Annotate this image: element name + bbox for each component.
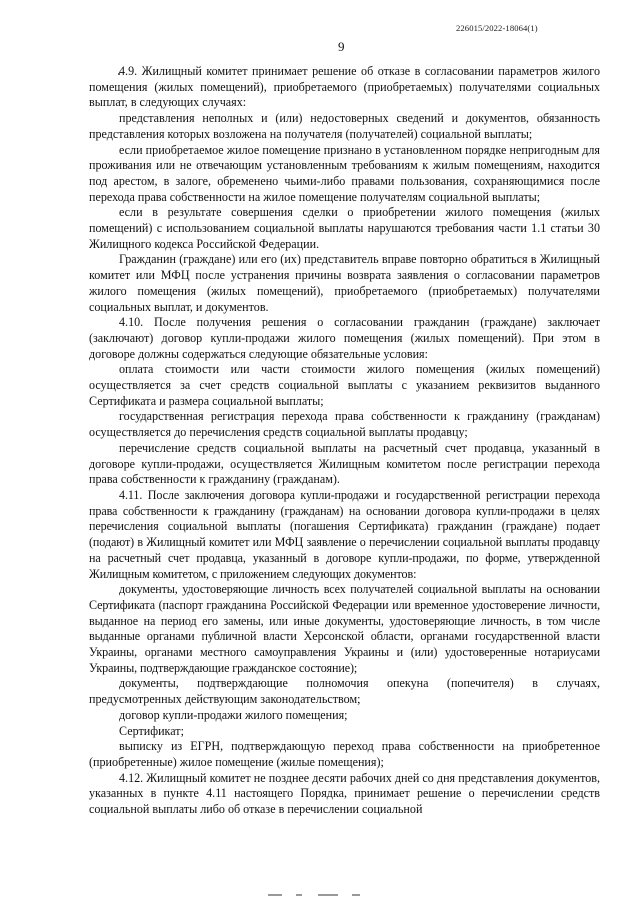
paragraph-4-9-case-3: если в результате совершения сделки о приобретении жилого помещения (жилых помещений) с использованием социальной выплаты нарушаются требования части 1.1 статьи 30 Жилищного кодекса Российской Федерации. xyxy=(89,205,600,251)
document-body xyxy=(89,64,600,818)
paragraph-4-10-term-2: государственная регистрация перехода права собственности к гражданину (гражданам) осуществляется до перечисления средств социальной выплаты продавцу; xyxy=(89,409,600,440)
scan-artifact xyxy=(318,894,338,896)
scan-artifact xyxy=(268,894,282,896)
paragraph-4-9: 4.9. Жилищный комитет принимает решение об отказе в согласовании параметров жилого помещения (жилых помещений), приобретаемого (приобретаемых) получателями социальных выплат, в следующих случаях: xyxy=(89,64,600,110)
paragraph-4-9-case-1: представления неполных и (или) недостоверных сведений и документов, обязанность представления которых возложена на получателя (получателей) социальной выплаты; xyxy=(89,111,600,141)
paragraph-4-11-doc-2: документы, подтверждающие полномочия опекуна (попечителя) в случаях, предусмотренных действующим законодательством; xyxy=(89,676,600,707)
paragraph-4-10: 4.10. После получения решения о согласовании гражданин (граждане) заключает (заключают) договор купли-продажи жилого помещения (жилых помещений). При этом в договоре должны содержаться следующие обязательные условия: xyxy=(89,315,600,361)
scan-artifact xyxy=(352,894,360,896)
paragraph-reapply: Гражданин (граждане) или его (их) представитель вправе повторно обратиться в Жилищный комитет или МФЦ после устранения причины возврата заявления о согласовании параметров жилого помещения (жилых помещений), приобретаемого (приобретаемых) получателями социальных выплат, и документов. xyxy=(89,252,600,314)
paragraph-4-11: 4.11. После заключения договора купли-продажи и государственной регистрации перехода права собственности к гражданину (гражданам) на основании договора купли-продажи в целях перечисления социальной выплаты (погашения Сертификата) гражданин (граждане) подает (подают) в Жилищный комитет или МФЦ заявление о перечислении социальной выплаты продавцу на расчетный счет продавца, указанный в договоре купли-продажи, по форме, утвержденной Жилищным комитетом, с приложением следующих документов: xyxy=(89,487,600,581)
paragraph-4-11-doc-5: выписку из ЕГРН, подтверждающую переход права собственности на приобретенное (приобретенные) жилое помещение (жилые помещения); xyxy=(89,739,600,769)
paragraph-4-11-doc-3: договор купли-продажи жилого помещения; xyxy=(119,707,348,722)
scan-artifact xyxy=(296,894,302,896)
paragraph-4-10-term-3: перечисление средств социальной выплаты на расчетный счет продавца, указанный в договоре купли-продажи, осуществляется Жилищным комитетом после регистрации перехода права собственности к гражданину (гражданам). xyxy=(89,440,600,487)
paragraph-4-12: 4.12. Жилищный комитет не позднее десяти рабочих дней со дня представления документов, указанных в пункте 4.11 настоящего Порядка, принимает решение о перечислении средств социальной выплаты либо об отказе в перечислении социальной xyxy=(89,770,600,817)
paragraph-4-10-term-1: оплата стоимости или части стоимости жилого помещения (жилых помещений) осуществляется за счет средств социальной выплаты с указанием реквизитов выданного Сертификата и размера социальной выплаты; xyxy=(89,362,600,408)
paragraph-4-9-case-2: если приобретаемое жилое помещение признано в установленном порядке непригодным для проживания или не отвечающим установленным требованиям к жилым помещениям, находится под арестом, в залоге, обременено чьими-либо правами пользования, сохраняющимися после перехода права собственности на жилое помещение получателям социальной выплаты; xyxy=(89,142,600,204)
document-number: 226015/2022-18064(1) xyxy=(456,23,538,33)
paragraph-4-11-doc-4: Сертификат; xyxy=(119,723,184,738)
paragraph-4-11-doc-1: документы, удостоверяющие личность всех получателей социальной выплаты на основании Сертификата (паспорт гражданина Российской Федерации или временное удостоверение личности, выданное на период его замены, или иные документы, удостоверяющие личность, в том числе выданные органами публичной власти Херсонской области, органами государственной власти Украины, органами местного самоуправления Украины и (или) удостоверенные нотариусами Украины, подтверждающие гражданское состояние); xyxy=(89,582,600,675)
page-number: 9 xyxy=(338,39,345,54)
